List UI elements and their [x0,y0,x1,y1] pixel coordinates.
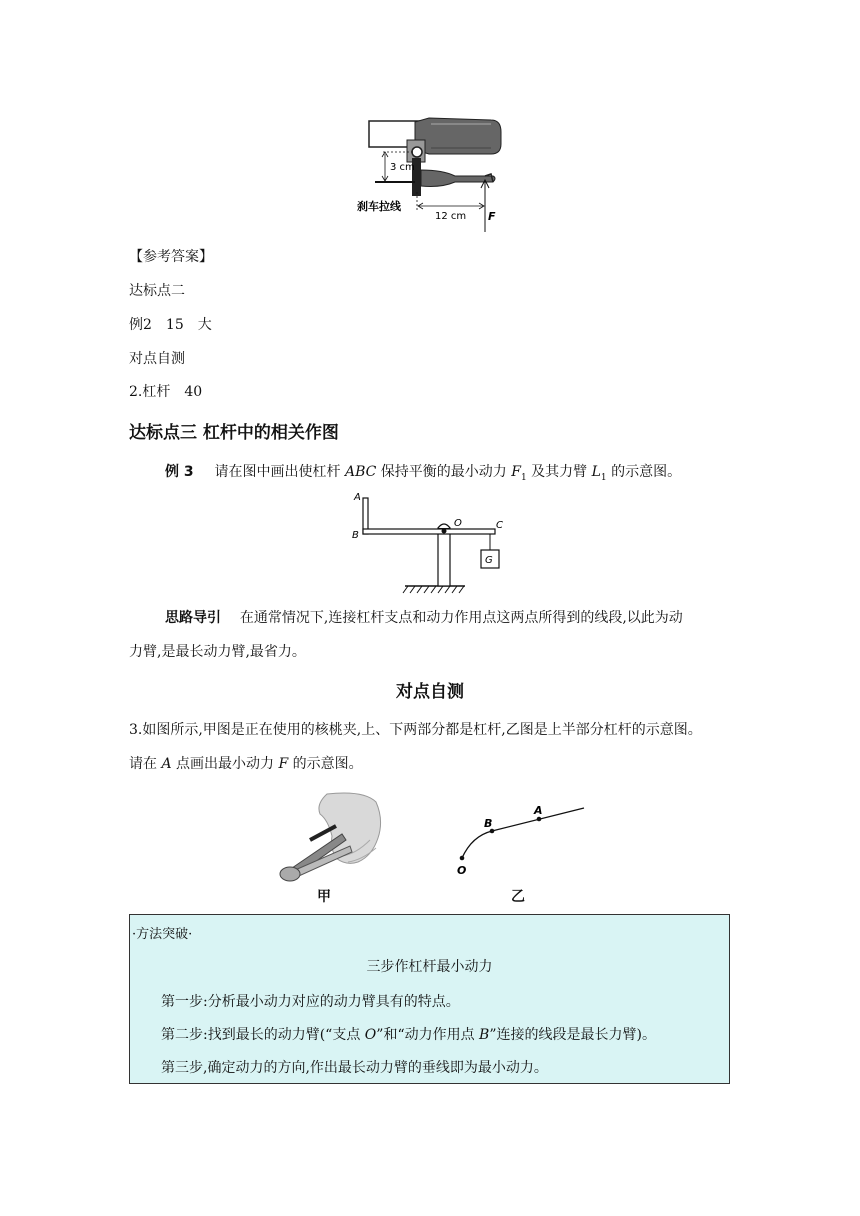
example3-text-b: 保持平衡的最小动力 [376,464,512,480]
method-step2-c: ”连接的线段是最长力臂)。 [489,1027,656,1043]
example3-F: F [511,464,521,480]
example3-text-d: 的示意图。 [606,464,682,480]
example3-text-a: 请在图中画出使杠杆 [214,464,345,480]
lever-yi-diagram [452,800,592,880]
lever-abc-figure [350,490,520,596]
guide-text-1: 在通常情况下,连接杠杆支点和动力作用点这两点所得到的线段,以此为动 [239,610,683,626]
dim-width-label: 12 cm [435,211,467,222]
method-step2-B: B [479,1027,490,1043]
example3-F-sub: 1 [520,472,527,483]
method-step1: 第一步:分析最小动力对应的动力臂具有的特点。 [161,994,460,1010]
label-O: O [454,518,462,529]
example3-L-sub: 1 [600,472,607,483]
q3-line2 [129,754,363,774]
method-step2-O: O [364,1027,377,1043]
q3-text-b: 点画出最小动力 [171,756,279,772]
answers-point2: 达标点二 [129,283,185,299]
selftest-title: 对点自测 [396,682,464,702]
example3-text-c: 及其力臂 [526,464,592,480]
cable-label: 刹车拉线 [357,200,401,213]
example3-label: 例 3 [165,464,194,480]
method-title: 三步作杠杆最小动力 [366,959,493,975]
brake-lever-figure [355,110,525,235]
answers-ex2: 例2 15 大 [129,317,212,333]
method-step2 [161,1025,656,1045]
section3-heading: 达标点三 杠杆中的相关作图 [129,423,339,443]
answers-selftest: 对点自测 [129,351,185,367]
label-yi: 乙 [511,889,525,905]
label-B: B [352,530,359,541]
force-label: F [488,210,496,223]
example3-L: L [591,464,601,480]
guide-line1 [165,608,683,628]
dim-height-label: 3 cm [390,162,415,173]
label-yi-A: A [534,804,543,817]
guide-text-2: 力臂,是最长动力臂,最省力。 [129,644,306,660]
q3-text-a: 请在 [129,756,162,772]
q3-F: F [278,756,289,772]
label-G: G [485,555,493,566]
q3-text-c: 的示意图。 [288,756,363,772]
label-jia: 甲 [317,889,331,905]
q3-A: A [161,756,172,772]
label-yi-B: B [484,817,493,830]
example3-abc: ABC [344,464,377,480]
nutcracker-photo [272,790,387,886]
q3-line1: 3.如图所示,甲图是正在使用的核桃夹,上、下两部分都是杠杆,乙图是上半部分杠杆的示意图。 [129,722,702,738]
method-step3: 第三步,确定动力的方向,作出最长动力臂的垂线即为最小动力。 [161,1060,548,1076]
guide-label: 思路导引 [165,610,221,626]
label-A: A [354,492,361,503]
method-step2-a: 第二步:找到最长的动力臂(“支点 [161,1027,365,1043]
answers-q2: 2.杠杆 40 [129,384,203,400]
method-step2-b: ”和“动力作用点 [376,1027,480,1043]
label-C: C [496,520,503,531]
label-yi-O: O [457,864,467,877]
answers-header: 【参考答案】 [129,249,213,265]
method-tag: ·方法突破· [132,927,193,942]
example3-line [165,462,681,488]
method-box [129,914,730,1084]
